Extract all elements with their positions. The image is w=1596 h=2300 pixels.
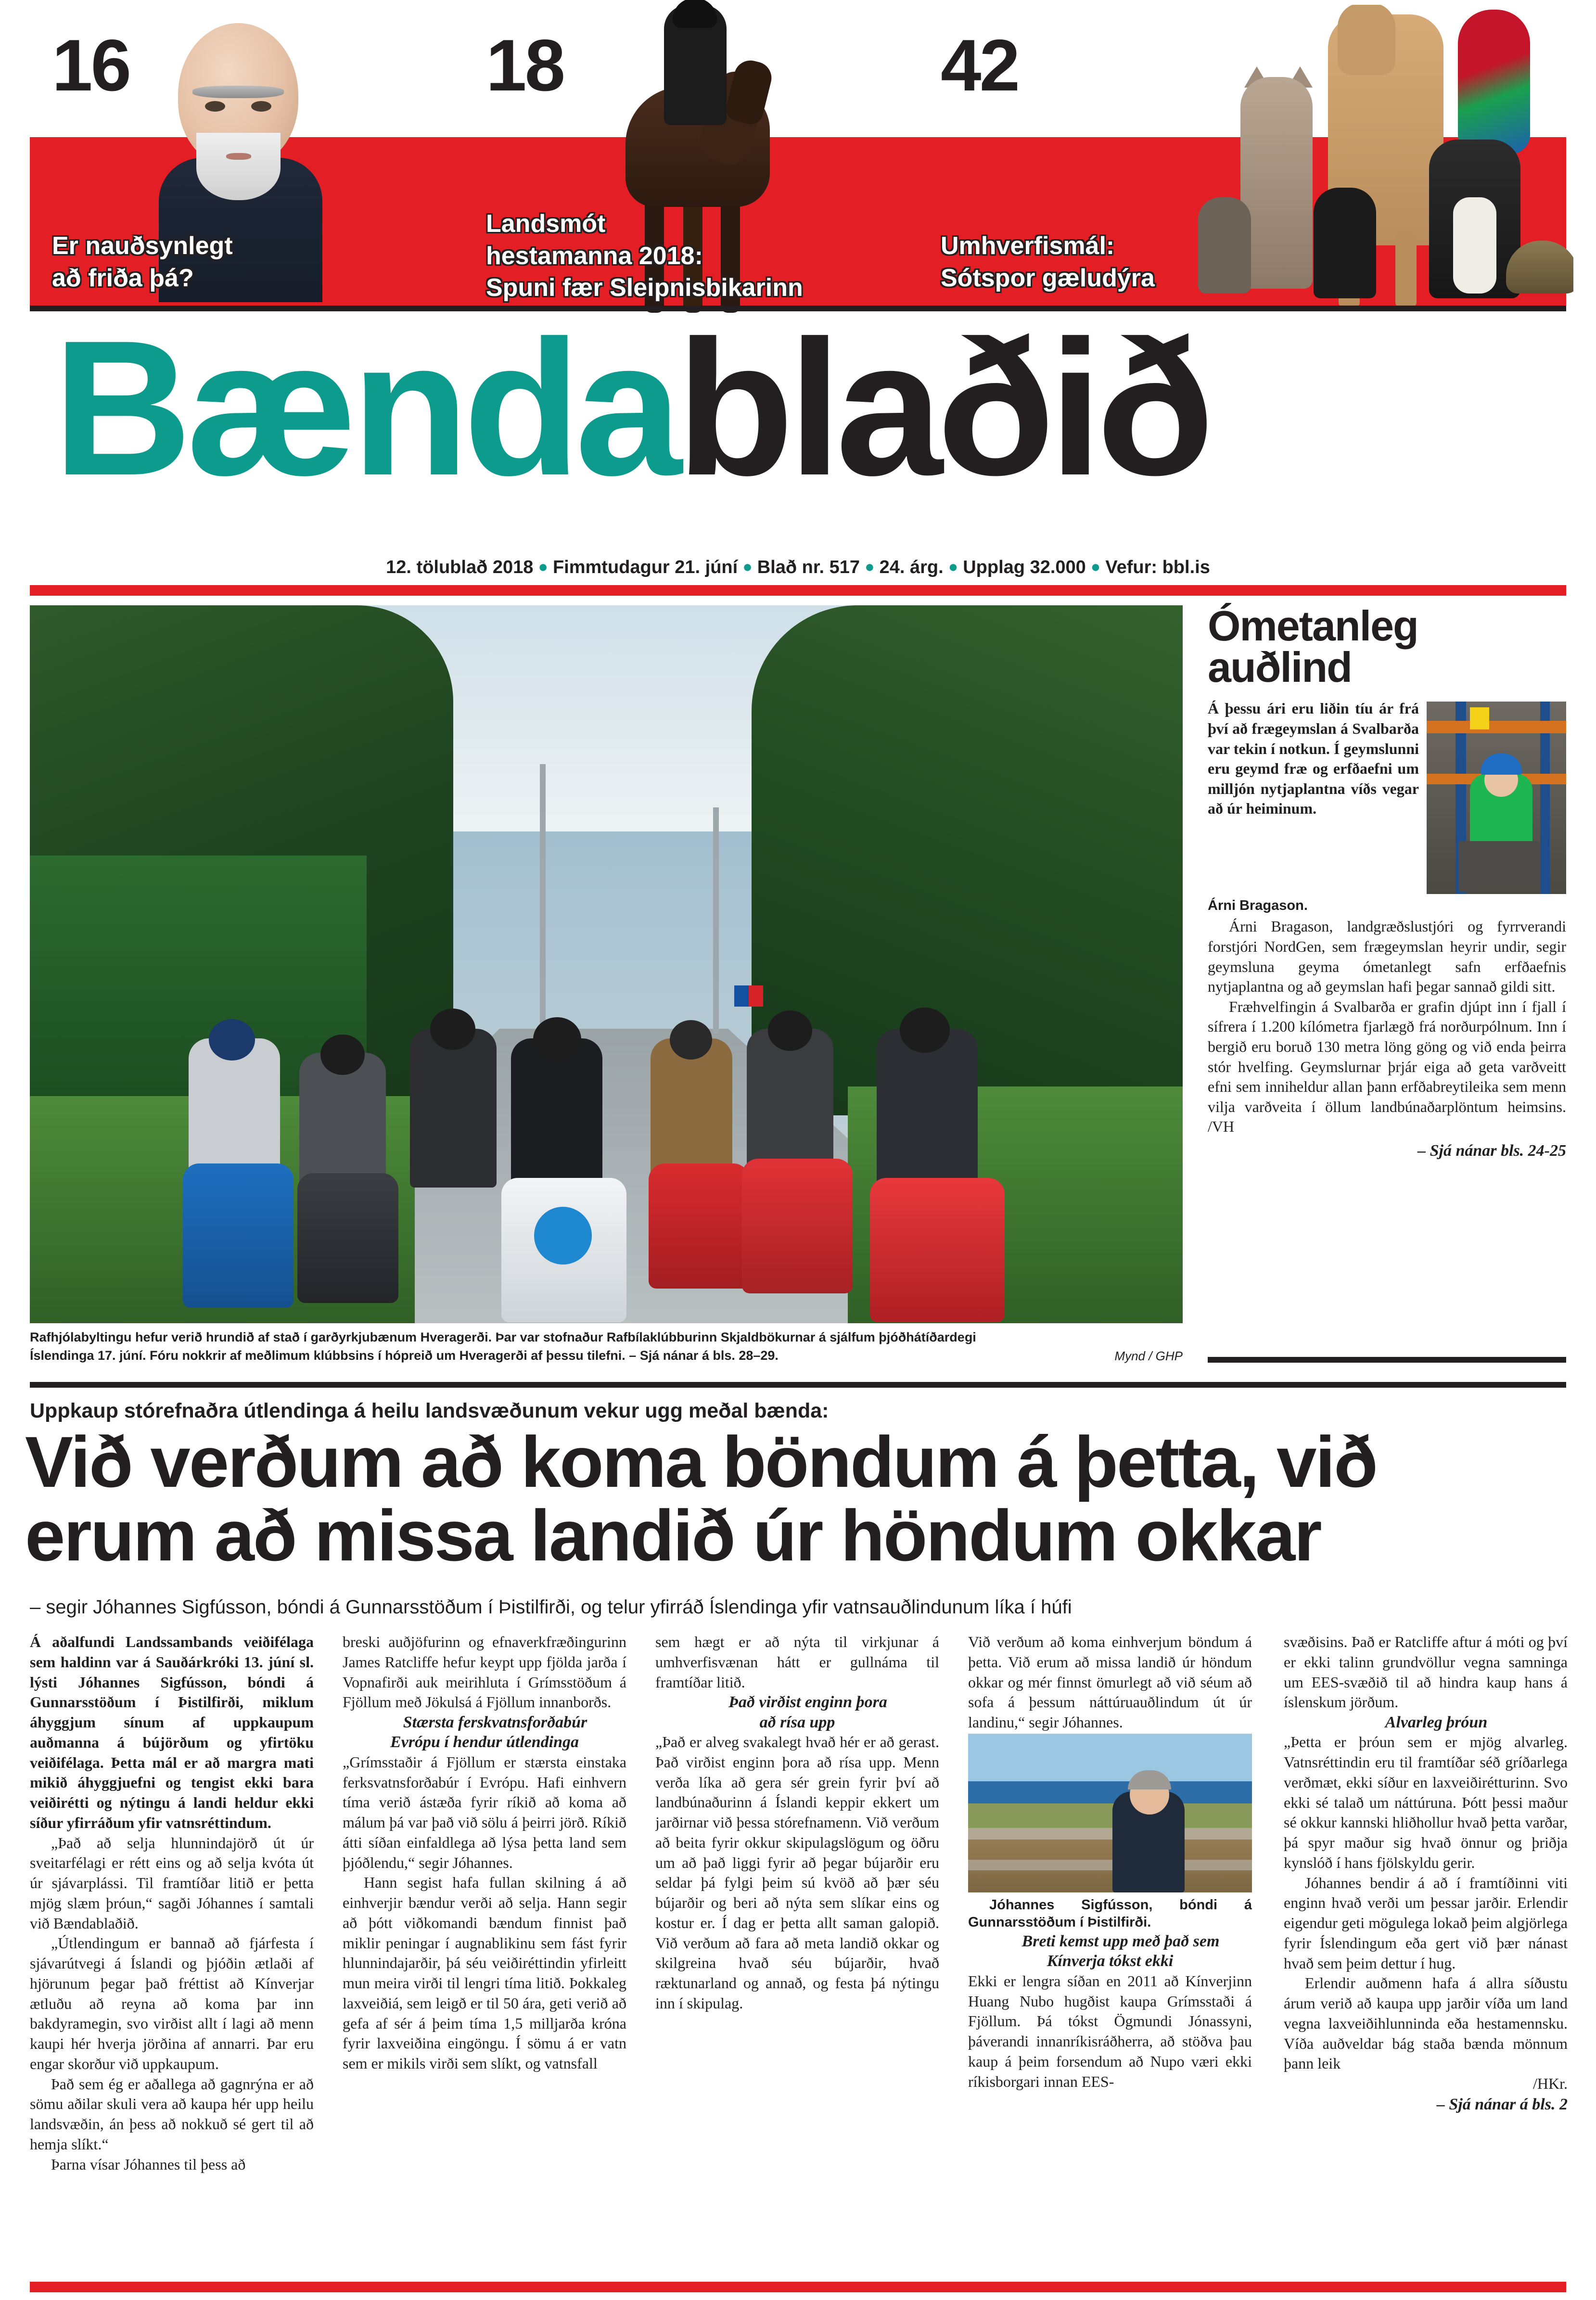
article-column-1: [30, 1632, 314, 2272]
scooter-rider: [410, 1029, 497, 1188]
issue-date: Fimmtudagur 21. júní: [552, 557, 738, 577]
col5-p4: Erlendir auðmenn hafa á allra síðustu árum verið að kaupa upp jarðir víða um land vegna laxveiðihlunninda eða hestamennsku. Víða auðveldar bág staða bænda mönnum þann leik: [1284, 1974, 1568, 2072]
teaser-page-number-3: 42: [941, 25, 1019, 106]
bullet-separator-icon: ●: [742, 558, 753, 576]
rider-helmet-icon: [533, 1017, 581, 1061]
col3-p1: sem hægt er að nýta til virkjunar á umhverfisvænan hátt er gullnáma til framtíðar litið.: [655, 1633, 939, 1691]
scooter-vehicle: [297, 1173, 398, 1303]
bullet-separator-icon: ●: [538, 558, 548, 576]
logo-part-bladid: blaðið: [676, 300, 1209, 515]
rider-helmet-icon: [430, 1009, 475, 1050]
sidebar-lead-paragraph: [1208, 699, 1566, 819]
teaser-2-line-1: Landsmót: [486, 210, 606, 238]
col5-subhead-line-1: Alvarleg þróun: [1385, 1713, 1488, 1731]
sidebar-title-line-1: Ómetanleg: [1208, 602, 1418, 650]
top-teaser-banner: [0, 0, 1596, 318]
main-photo-caption: [30, 1328, 1183, 1365]
col1-p3: „Útlendingum er bannað að fjárfesta í sjávarútvegi á Íslandi og þjóðin ætlaði af hjörunum þegar það fréttist að Kínverjar ætluðu að reyna að koma þar inn bakdyramegin, svo virðist allt í lagi að menn kaupi hér hverja jörðina af annarri. Þar eru engar skorður við uppkaupum.: [30, 1934, 314, 2072]
rider-helmet-icon: [768, 1010, 812, 1051]
caption-line-1: Rafhjólabyltingu hefur verið hrundið af stað í garðyrkjubænum Hveragerði. Þar var stofnaður Rafbílaklúbburinn Skjaldbökurnar á sjálfum þjóðhátíðardegi: [30, 1330, 976, 1344]
rider-helmet-icon: [670, 1020, 712, 1060]
issue-paper-number: Blað nr. 517: [757, 557, 860, 577]
teaser-1-line-2: að friða þá?: [52, 264, 194, 292]
teaser-headline-3[interactable]: [941, 230, 1155, 294]
scooter-rider: [877, 1029, 978, 1202]
scooter-vehicle: [742, 1159, 853, 1293]
issue-info-line: [0, 557, 1596, 578]
teaser-page-number-2: 18: [486, 25, 564, 106]
sidebar-article: [1208, 602, 1566, 1160]
caption-bottom-rule: [30, 1382, 1566, 1388]
col1-p5: Þarna vísar Jóhannes til þess að: [51, 2155, 246, 2173]
col5-p3: Jóhannes bendir á að í framtíðinni viti enginn hvað verði um þessar jarðir. Erlendir eigendur geti mögulega lokað þeim algjörlega fyrir Íslendingum eða gert við þær nánast hvað sem þeim dettur í hug.: [1284, 1874, 1568, 1972]
col3-p2: „Það er alveg svakalegt hvað hér er að gerast. Það virðist enginn þora að rísa upp. Menn verða líka að gera sér grein fyrir því að landbúnaðurinn á Íslandi keppir ekkert um jarðirnar við þessa stórefnamenn. Við verðum að beita fyrir okkur skipulagslögum og öðru um að það liggi fyrir að þegar bújarðir eru seldar þá fylgi þeim sú kvöð að þær séu bújarðir og beri að nýta sem slíkar eins og kostur er. Í dag er þetta allt saman galopið. Við verðum að fara að meta landið okkar og skilgreina hvað séu bújarðir, hvað ræktunarland og annað, og festa þá nýtingu inn í skipulag.: [655, 1733, 939, 2012]
col2-p1: breski auðjöfurinn og efnaverkfræðingurinn James Ratcliffe hefur keypt upp fjölda jarða í Vopnafirði auk meirihluta í Grímsstöðum á Fjöllum með Jökulsá á Fjöllum innanborðs.: [343, 1633, 626, 1711]
issue-volume: 24. árg.: [879, 557, 944, 577]
teaser-pets-photo: [1169, 5, 1573, 313]
rider-helmet-icon: [320, 1035, 365, 1075]
lead-story-standfirst: – segir Jóhannes Sigfússon, bóndi á Gunnarsstöðum í Þistilfirði, og telur yfirráð Íslendinga yfir vatnsauðlindunum líka í húfi: [30, 1597, 1072, 1618]
article-column-4: [968, 1632, 1252, 2272]
bottom-red-rule: [30, 2282, 1566, 2292]
col5-subhead: [1284, 1712, 1568, 1732]
col2-p3: Hann segist hafa fullan skilning á að einhverjir bændur verði að selja. Hann segir að þótt viðkomandi bændum finnist það miklir peningar í augnablikinu sem fást fyrir hlunnindajarðir, þá séu veiðiréttindin yfirleitt mun meira virði til lengri tíma litið. Þokkaleg laxveiðiá, sem leigð er til 50 ára, geti verið að gefa af sér á þeim tíma 1,5 milljarða króna fyrir laxveiðina eingöngu. Í sömu á er vatn sem er mikils virði sem slíkt, og vatnsfall: [343, 1874, 626, 2072]
sidebar-photo-arni-bragason: [1427, 702, 1566, 894]
col4-p2: Ekki er lengra síðan en 2011 að Kínverjinn Huang Nubo hugðist kaupa Grímsstaði á Fjöllum. Þá tókst Ögmundi Jónassyni, þáverandi innanríkisráðherra, að stöðva þau kaup á þeim forsendum að Nupo væri ekki ríkisborgari innan EES-: [968, 1972, 1252, 2090]
masthead: [0, 300, 1596, 557]
col5-p2: „Þetta er þróun sem er mjög alvarleg. Vatnsréttindin eru til framtíðar séð gríðarlega verðmæt, ekki síður en laxveiðirétturinn. Svo ekki sé talað um náttúruna. Þótt þessi maður sé okkur kannski hliðhollur hvað þetta varðar, þá spyr maður sig hvað önnur og þriðja kynslóð í hans fjölskyldu gerir.: [1284, 1733, 1568, 1871]
col3-subhead-line-2: að rísa upp: [759, 1713, 835, 1731]
sidebar-body: [1208, 917, 1566, 1137]
scooter-rider: [747, 1029, 833, 1178]
sidebar-body-p1: Árni Bragason, landgræðslustjóri og fyrrverandi forstjóri NordGen, sem frægeymslan heyrir undir, segir geymsluna geyma ómetanlegt safn erfðaefnis nytjaplantna og að geymslan hafi þegar sannað gildi sitt.: [1208, 918, 1566, 996]
col2-subhead: [343, 1712, 626, 1752]
issue-number: 12. tölublað 2018: [386, 557, 534, 577]
lead-story-columns: [30, 1632, 1568, 2272]
bullet-separator-icon: ●: [865, 558, 875, 576]
scooter-vehicle: [870, 1178, 1005, 1322]
article-column-3: [655, 1632, 939, 2272]
sidebar-body-p2: Fræhvelfingin á Svalbarða er grafin djúpt inn í fjall í sífrera í 1.200 kílómetra fjarlægð frá norðurpólnum. Inn í bergið eru boruð 130 metra löng göng og við enda þeirra stór hvelfing. Geymslurnar þrjár eiga að geta varðveitt efni sem inniheldur allan þann erfðabreytileika sem menn vilja varðveita í öllum landbúnaðarplöntum heimsins. /VH: [1208, 997, 1566, 1136]
sidebar-bottom-rule: [1208, 1357, 1566, 1363]
col2-subhead-line-2: Evrópu í hendur útlendinga: [390, 1733, 579, 1751]
article-column-5: [1284, 1632, 1568, 2272]
teaser-headline-1[interactable]: [52, 230, 233, 294]
scooter-rider: [651, 1038, 732, 1183]
scooter-vehicle: [649, 1163, 750, 1289]
teaser-2-line-3: Spuni fær Sleipnisbikarinn: [486, 274, 803, 302]
teaser-1-line-1: Er nauðsynlegt: [52, 232, 233, 260]
caption-line-2: Íslendinga 17. júní. Fóru nokkrir af meðlimum klúbbsins í hópreið um Hveragerði af þessu tilefni. – Sjá nánar á bls. 28–29.: [30, 1348, 779, 1363]
lead-story-kicker: Uppkaup stórefnaðra útlendinga á heilu landsvæðunum vekur ugg meðal bænda:: [30, 1399, 829, 1422]
masthead-red-rule: [30, 585, 1566, 596]
logo-part-baenda: Bænda: [53, 300, 677, 515]
sidebar-title-line-2: auðlind: [1208, 643, 1352, 691]
col5-signoff: /HKr.: [1533, 2075, 1568, 2093]
photo-credit: Mynd / GHP: [1114, 1348, 1183, 1363]
col5-see-more[interactable]: – Sjá nánar á bls. 2: [1436, 2095, 1568, 2113]
col2-p2: „Grímsstaðir á Fjöllum er stærsta einstaka ferksvatnsforðabúr í Evrópu. Hafi einhvern tíma verið ástæða fyrir ríkið að koma að málum þá var það við sölu á þeirri jörð. Ríkið átti síðan einfaldlega að lýsa þetta land sem þjóðlendu,“ segir Jóhannes.: [343, 1753, 626, 1871]
col1-p2: „Það að selja hlunnindajörð út úr sveitarfélagi er rétt eins og að selja kvóta út úr sjávarplássi. Til framtíðar litið er þetta mjög slæm þróun,“ sagði Jóhannes í samtali við Bændablaðið.: [30, 1834, 314, 1932]
sidebar-lead-text: Á þessu ári eru liðin tíu ár frá því að frægeymslan á Svalbarða var tekin í notkun. Í geymslunni eru geymd fræ og erfðaefni um milljón nytjaplantna víðs vegar að úr heiminum.: [1208, 700, 1419, 818]
bullet-separator-icon: ●: [948, 558, 958, 576]
teaser-3-line-1: Umhverfismál:: [941, 232, 1115, 260]
issue-circulation: Upplag 32.000: [963, 557, 1086, 577]
photo-johannes-sigfusson: [968, 1734, 1252, 1892]
col4-subhead-line-2: Kínverja tókst ekki: [1047, 1952, 1174, 1970]
col4-photo-caption: Jóhannes Sigfússon, bóndi á Gunnarsstöðum í Þistilfirði.: [968, 1897, 1252, 1930]
teaser-3-line-2: Sótspor gæludýra: [941, 264, 1155, 292]
sidebar-see-more[interactable]: – Sjá nánar bls. 24-25: [1417, 1142, 1566, 1160]
headline-line-2: erum að missa landið úr höndum okkar: [25, 1495, 1321, 1576]
issue-website: Vefur: bbl.is: [1105, 557, 1210, 577]
sidebar-title[interactable]: [1208, 602, 1566, 691]
rider-helmet-icon: [900, 1008, 950, 1053]
teaser-headline-2[interactable]: [486, 208, 803, 304]
col5-p1: svæðisins. Það er Ratcliffe aftur á móti og því er ekki talinn grundvöllur vegna samninga um EES-svæðið til að hindra kaup hans á íslenskum jörðum.: [1284, 1633, 1568, 1711]
scooter-headlight-icon: [534, 1207, 592, 1265]
scooter-vehicle: [183, 1163, 294, 1308]
lead-story-headline[interactable]: [25, 1421, 1574, 1576]
article-column-2: [343, 1632, 626, 2272]
teaser-2-line-2: hestamanna 2018:: [486, 242, 703, 270]
col1-p4: Það sem ég er aðallega að gagnrýna er að sömu aðilar skuli vera að kaupa hér upp heilu landsvæðin, án þess að nokkuð sé gert til að hemja slíkt.“: [30, 2075, 314, 2153]
col3-subhead-line-1: Það virðist enginn þora: [728, 1693, 887, 1712]
main-lead-photo: [30, 605, 1183, 1323]
col4-p1: Við verðum að koma einhverjum böndum á þetta. Við erum að missa landið úr höndum okkar og mér finnst ömurlegt að við séum að sofa á þessum náttúruauðlindum út úr landinu,“ segir Jóhannes.: [968, 1633, 1252, 1731]
flag-icon: [734, 985, 763, 1007]
col3-subhead: [655, 1692, 939, 1732]
col2-subhead-line-1: Stærsta ferskvatnsforðabúr: [403, 1713, 587, 1731]
headline-line-1: Við verðum að koma böndum á þetta, við: [25, 1421, 1377, 1502]
col4-subhead-line-1: Breti kemst upp með það sem: [1021, 1932, 1220, 1950]
col4-subhead: [968, 1931, 1252, 1971]
teaser-page-number-1: 16: [52, 25, 130, 106]
sidebar-photo-caption: Árni Bragason.: [1208, 898, 1308, 914]
col1-p1: Á aðalfundi Landssambands veiðifélaga sem haldinn var á Sauðárkróki 13. júní sl. lýsti Jóhannes Sigfússon, bóndi á Gunnarsstöðum í Þistilfirði, miklum áhyggjum sínum af uppkaupum auðmanna á bújörðum og yfirtöku veiðifélaga. Þetta mál er að margra mati mikið áhyggjuefni og tengist ekki bara veiðirétti og nýtingu á landi heldur ekki síður yfirráðum yfir vatnsréttindum.: [30, 1633, 314, 1831]
rider-helmet-icon: [209, 1019, 255, 1061]
bullet-separator-icon: ●: [1090, 558, 1101, 576]
newspaper-logo[interactable]: [53, 300, 1209, 515]
